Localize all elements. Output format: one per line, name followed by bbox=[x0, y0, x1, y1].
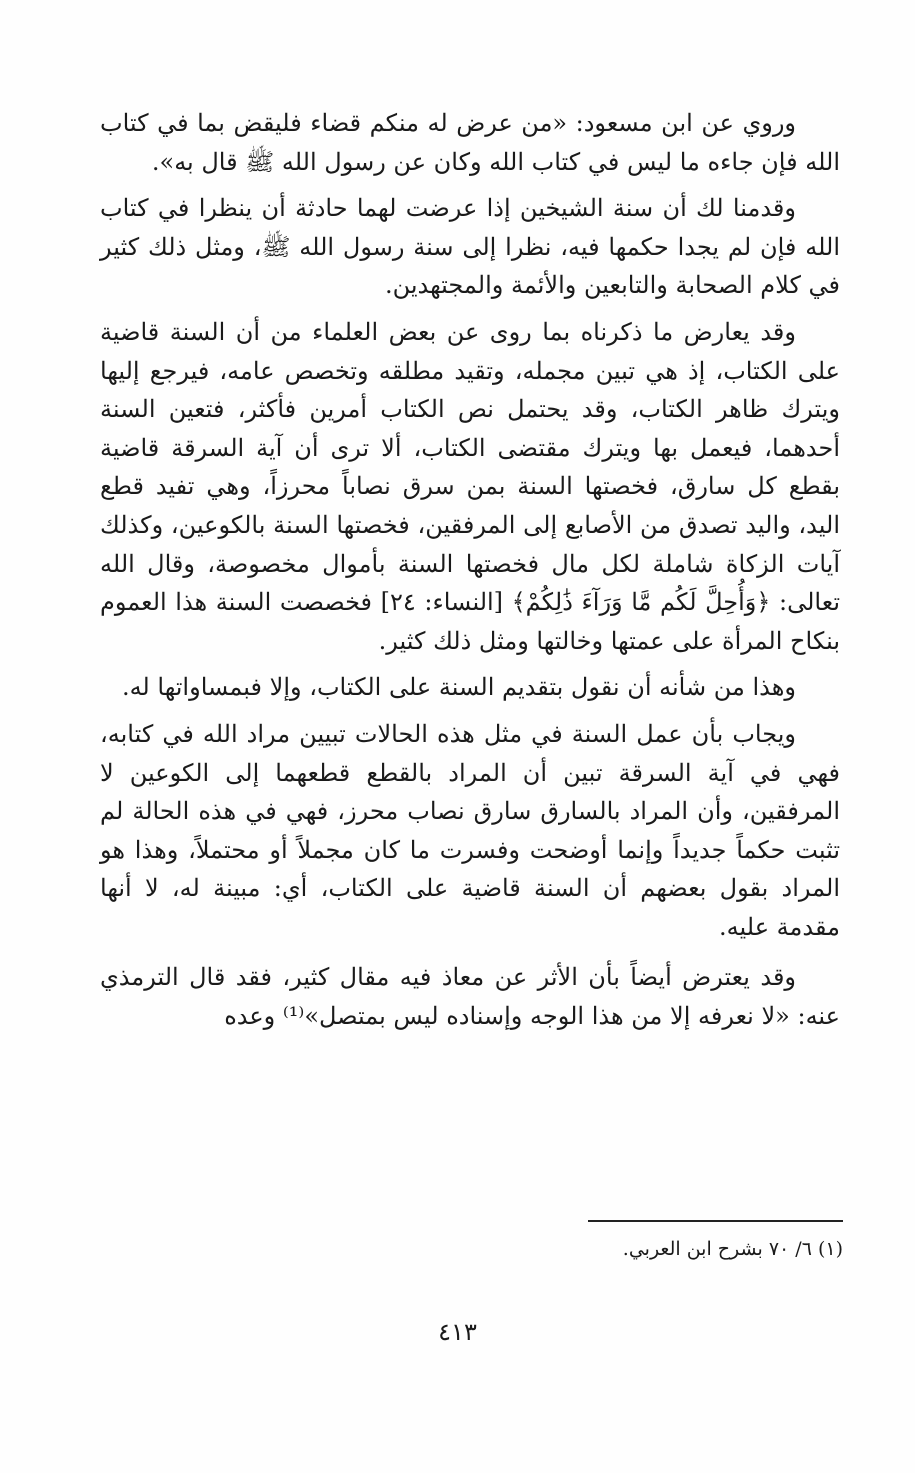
paragraph-ibn-masud: وروي عن ابن مسعود: «من عرض له منكم قضاء فليقض بما في كتاب الله فإن جاءه ما ليس في كتاب الله وكان عن رسول الله ﷺ قال به». bbox=[100, 109, 840, 176]
body-text bbox=[100, 104, 840, 1040]
footnote-separator bbox=[588, 1220, 843, 1222]
page-number: ٤١٣ bbox=[438, 1318, 477, 1346]
paragraph-shaykhain: وقدمنا لك أن سنة الشيخين إذا عرضت لهما حادثة أن ينظرا في كتاب الله فإن لم يجدا حكمها فيه، نظرا إلى سنة رسول الله ﷺ، ومثل ذلك كثير في كلام الصحابة والتابعين والأئمة والمجتهدين. bbox=[100, 194, 840, 300]
paragraph-objection-sunnah: وقد يعارض ما ذكرناه بما روى عن بعض العلماء من أن السنة قاضية على الكتاب، إذ هي تبين مجمله، وتقيد مطلقه وتخصص عامه، فيرجع إليها ويترك ظاهر الكتاب، وقد يحتمل نص الكتاب أمرين فأكثر، فتعين السنة أحدهما، فيعمل بها ويترك مقتضى الكتاب، ألا ترى أن آية السرقة قاضية بقطع كل سارق، فخصتها السنة بمن سرق نصاباً محرزاً، وهي تفيد قطع اليد، واليد تصدق من الأصابع إلى المرفقين، فخصتها السنة بالكوعين، وكذلك آيات الزكاة شاملة لكل مال فخصتها السنة بأموال مخصوصة، وقال الله تعالى: ﴿وَأُحِلَّ لَكُم مَّا وَرَآءَ ذَٰلِكُمْ﴾ [النساء: ٢٤] فخصصت السنة هذا العموم بنكاح المرأة على عمتها وخالتها ومثل ذلك كثير. bbox=[100, 317, 840, 655]
footnote-1: (١) ٦/ ٧٠ بشرح ابن العربي. bbox=[622, 1238, 843, 1260]
paragraph-muadh: وقد يعترض أيضاً بأن الأثر عن معاذ فيه مقال كثير، فقد قال الترمذي عنه: «لا نعرفه إلا من هذا الوجه وإسناده ليس بمتصل»⁽¹⁾ وعده bbox=[100, 963, 840, 1031]
paragraph-precedence: وهذا من شأنه أن نقول بتقديم السنة على الكتاب، وإلا فبمساواتها له. bbox=[121, 673, 796, 702]
paragraph-answer: ويجاب بأن عمل السنة في مثل هذه الحالات تبيين مراد الله في كتابه، فهي في آية السرقة تبين أن المراد بالقطع قطعهما إلى الكوعين لا المرفقين، وأن المراد بالسارق سارق نصاب محرز، فهي في هذه الحالة لم تثبت حكماً جديداً وإنما أوضحت وفسرت ما كان مجملاً أو محتملاً، وهذا هو المراد بقول بعضهم أن السنة قاضية على الكتاب، أي: مبينة له، لا أنها مقدمة عليه. bbox=[100, 719, 840, 941]
